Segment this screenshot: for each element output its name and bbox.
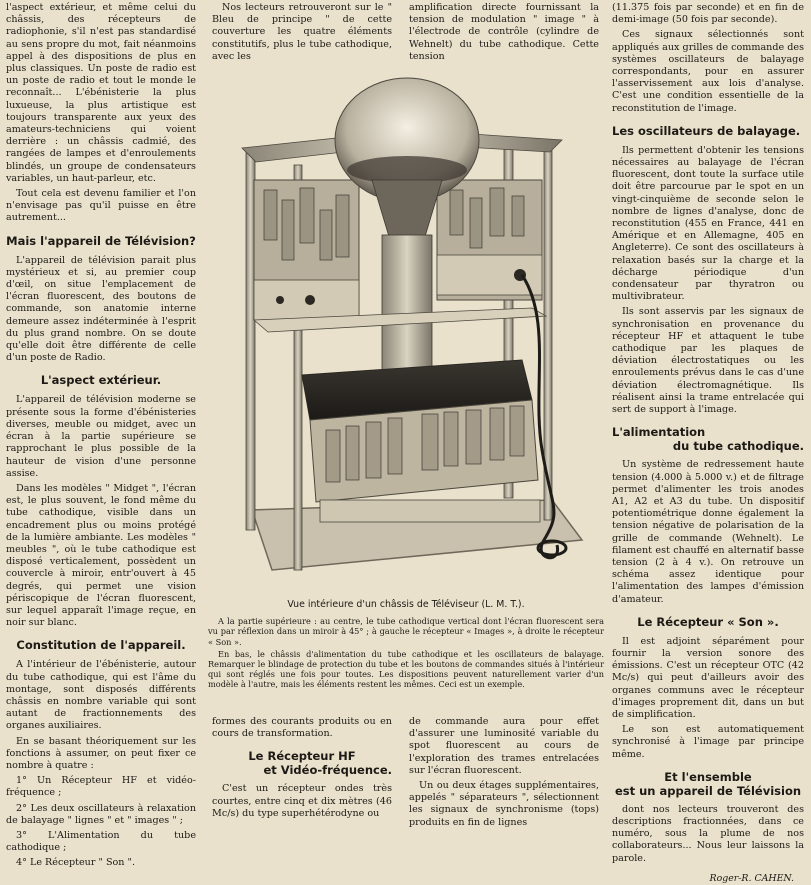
list-item: 4° Le Récepteur " Son ". xyxy=(16,857,135,869)
section-heading: Le Récepteur « Son ». xyxy=(637,614,779,629)
paragraph: Ces signaux sélectionnés sont appliqués aux grilles de commande des systèmes oscillateurs de balayage correspondants, pour en assurer l'asservissement aux lois d'analyse. C'est une condition essentielle de la reconstitution de l'image. xyxy=(612,29,804,114)
caption-paragraph: En bas, le châssis d'alimentation du tube cathodique et les oscillateurs de balayage. Remarquer le blindage de protection du tube et les boutons de commandes situés à l'intérieur qui sont réglés une fois pour toutes. Les dispositions peuvent naturellement varier d'un modèle à l'autre, mais les éléments restent les mêmes. Ceci est un exemple. xyxy=(208,648,604,690)
section-heading: Les oscillateurs de balayage. xyxy=(612,123,801,138)
paragraph: L'appareil de télévision moderne se présente sous la forme d'ébénisteries diverses, meuble ou midget, avec un écran à la partie supérieure se rapprochant le plus possible de la hauteur de vision d'une personne assise. xyxy=(6,394,196,479)
article-column-2-bottom xyxy=(212,716,392,834)
section-heading: Et l'ensemble xyxy=(664,769,752,784)
figure-caption xyxy=(208,600,604,692)
section-heading: et Vidéo-fréquence. xyxy=(263,763,392,778)
paragraph: En se basant théoriquement sur les fonctions à assumer, on peut fixer ce nombre à quatre : xyxy=(6,735,196,771)
article-column-3-bottom xyxy=(409,716,599,834)
section-heading: du tube cathodique. xyxy=(672,439,804,454)
paragraph: C'est un récepteur ondes très courtes, entre cinq et dix mètres (46 Mc/s) du type superhétérodyne ou xyxy=(212,783,392,819)
paragraph: (11.375 fois par seconde) et en fin de demi-image (50 fois par seconde). xyxy=(612,2,804,26)
paragraph: L'appareil de télévision parait plus mystérieux et si, au premier coup d'œil, on situe l'emplacement de l'écran fluorescent, des boutons de commande, son anatomie interne demeure assez indéterminée à l'esprit du plus grand nombre. On se doute qu'elle doit être différente de celle d'un poste de Radio. xyxy=(6,254,196,364)
paragraph: l'aspect extérieur, et même celui du châssis, des récepteurs de radiophonie, s'il n'est pas standardisé au sens propre du mot, fait néanmoins appel à des dispositions de plus en plus classiques. Un poste de radio est un poste de radio et tout le monde le reconnaît... L'ébénisterie la plus luxueuse, la plus artistique est toujours transparente aux yeux des amateurs-techniciens qui voient derrière : un châssis cadmié, des rangées de lampes et d'enroulements blindés, un groupe de condensateurs variables, un haut-parleur, etc. xyxy=(6,2,196,184)
paragraph: Le son est automatiquement synchronisé à l'image par principe même. xyxy=(612,724,804,760)
paragraph: A l'intérieur de l'ébénisterie, autour du tube cathodique, qui est l'âme du montage, sont disposés différents châssis en nombre variable qui sont autant de fractionnements des organes auxiliaires. xyxy=(6,659,196,732)
list-item: 3° L'Alimentation du tube cathodique ; xyxy=(6,829,196,854)
paragraph: Nos lecteurs retrouveront sur le " Bleu de principe " de cette couverture les quatre éléments constitutifs, plus le tube cathodique, avec les xyxy=(212,2,392,62)
paragraph: amplification directe fournissant la tension de modulation " image " à l'électrode de contrôle (cylindre de Wehnelt) du tube cathodique. Cette tension xyxy=(409,2,599,62)
paragraph: Ils permettent d'obtenir les tensions nécessaires au balayage de l'écran fluorescent, dont toute la surface utile doit être parcourue par le spot en un vingt-cinquième de seconde selon le nombre de lignes d'analyse, donc de reconstitution (455 en France, 441 en Amérique et en Allemagne, 405 en Angleterre). Ce sont des oscillateurs à relaxation basés sur la charge et la décharge périodique d'un condensateur par thyratron ou multivibrateur. xyxy=(612,144,804,303)
paragraph: Tout cela est devenu familier et l'on n'envisage pas qu'il puisse en être autrement... xyxy=(6,188,196,224)
paragraph: Dans les modèles " Midget ", l'écran est, le plus souvent, le fond même du tube cathodique, visible dans un encadrement plus ou moins protégé de la lumière ambiante. Les modèles " meubles ", où le tube cathodique est disposé verticalement, possèdent un couvercle à miroir, entr'ouvert à 45 degrés, qui permet une vision périscopique de l'écran fluorescent, sur lequel apparaît l'image reçue, en noir sur blanc. xyxy=(6,482,196,629)
list-item: 1° Un Récepteur HF et vidéo-fréquence ; xyxy=(6,775,196,799)
article-column-3-top xyxy=(409,2,599,62)
paragraph: dont nos lecteurs trouveront des descriptions fractionnées, dans ce numéro, sous la plume de nos collaborateurs... Nous leur laissons la parole. xyxy=(612,803,804,864)
caption-paragraph: A la partie supérieure : au centre, le tube cathodique vertical dont l'écran fluorescent sera vu par réflexion dans un miroir à 45° ; à gauche le récepteur « Images », à droite le récepteur « Son ». xyxy=(208,616,604,647)
section-heading: L'alimentation xyxy=(612,425,706,440)
section-heading: Constitution de l'appareil. xyxy=(16,638,186,653)
paragraph: Un système de redressement haute tension (4.000 à 5.000 v.) et de filtrage permet d'alimenter les trois anodes A1, A2 et A3 du tube. Un dispositif potentiométrique donne également la tension négative de polarisation de la grille de commande (Wehnelt). Le filament est chauffé en alternatif basse tension (2 à 4 v.). On retrouve un schéma assez identique pour l'alimentation des lampes d'émission d'amateur. xyxy=(612,459,804,605)
television-chassis-illustration xyxy=(232,70,588,590)
list-item: 2° Les deux oscillateurs à relaxation de balayage " lignes " et " images " ; xyxy=(6,802,196,826)
section-heading: Mais l'appareil de Télévision? xyxy=(6,233,196,248)
paragraph: de commande aura pour effet d'assurer une luminosité variable du spot fluorescent au cours de l'exploration des trames entrelacées sur l'écran fluorescent. xyxy=(409,716,599,776)
paragraph: formes des courants produits ou en cours de transformation. xyxy=(212,716,392,740)
article-column-2-top xyxy=(212,2,392,62)
section-heading: est un appareil de Télévision xyxy=(614,783,802,798)
article-column-1 xyxy=(6,2,196,869)
article-column-4 xyxy=(612,2,804,884)
section-heading: L'aspect extérieur. xyxy=(40,373,162,388)
paragraph: Il est adjoint séparément pour fournir la version sonore des émissions. C'est un récepteur OTC (42 Mc/s) qui peut d'ailleurs avoir des organes communs avec le récepteur d'images proprement dit, dans un but de simplification. xyxy=(612,635,804,720)
section-heading: Le Récepteur HF xyxy=(248,749,356,764)
figure-title: Vue intérieure d'un châssis de Téléviseur (L. M. T.). xyxy=(287,599,525,610)
paragraph: Ils sont asservis par les signaux de synchronisation en provenance du récepteur HF et attaquent le tube cathodique par les plaques de déviation électrostatiques ou les enroulements prévus dans le cas d'une déviation électromagnétique. Ils réalisent ainsi la trame entrelacée qui sert de support à l'image. xyxy=(612,306,804,416)
author-signature: Roger-R. CAHEN. xyxy=(709,872,794,884)
chassis-photograph xyxy=(232,70,588,590)
paragraph: Un ou deux étages supplémentaires, appelés " séparateurs ", sélectionnent les signaux de synchronisme (tops) produits en fin de lignes xyxy=(409,780,599,828)
